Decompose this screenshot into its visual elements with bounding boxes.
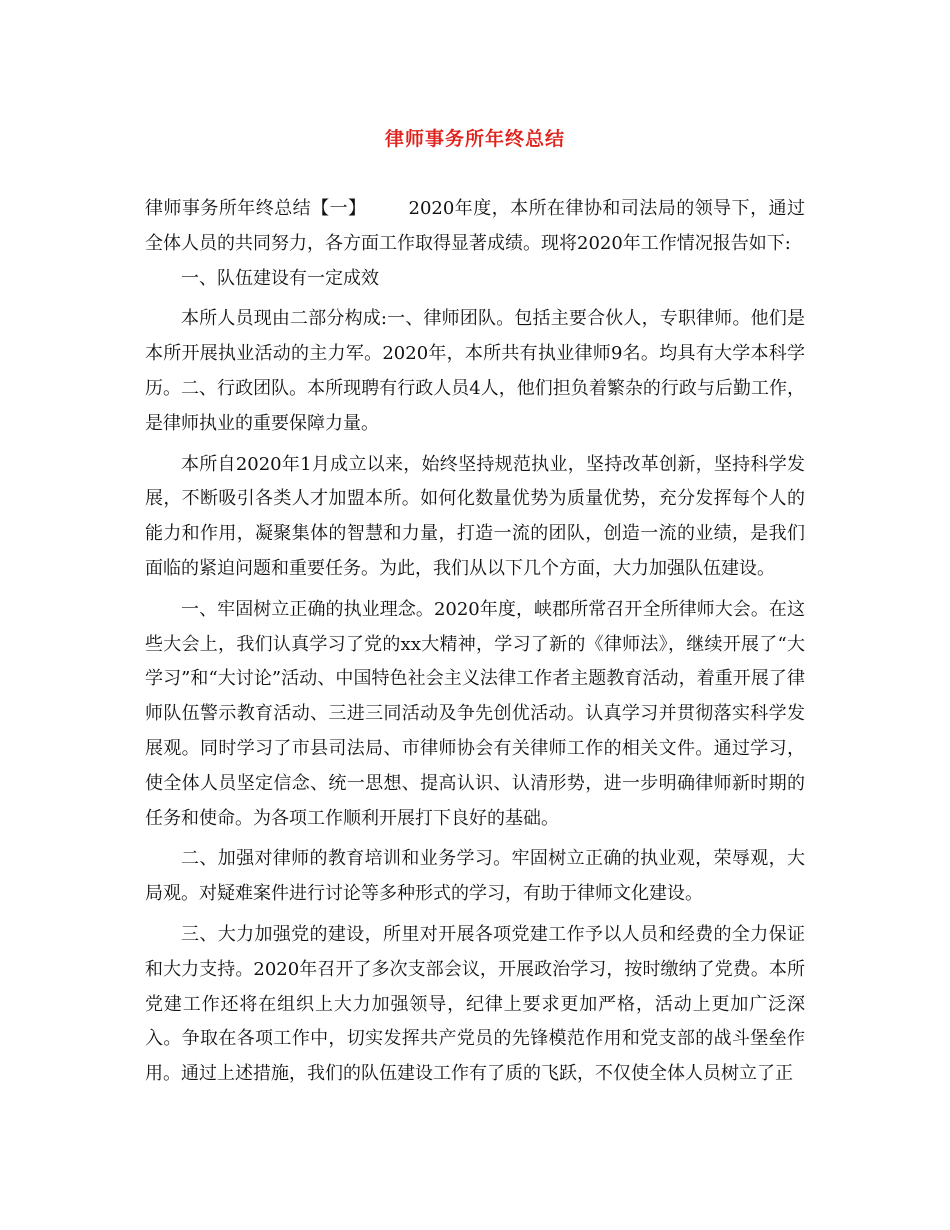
- paragraph: 本所自2020年1月成立以来，始终坚持规范执业，坚持改革创新，坚持科学发展，不断吸引各类人才加盟本所。如何化数量优势为质量优势，充分发挥每个人的能力和作用，凝聚集体的智慧和力量，打造一流的团队，创造一流的业绩，是我们面临的紧迫问题和重要任务。为此，我们从以下几个方面，大力加强队伍建设。: [145, 453, 805, 579]
- intro-paragraph: [145, 192, 805, 262]
- intro-text: 2020年度，本所在律协和司法局的领导下，通过全体人员的共同努力，各方面工作取得显著成绩。现将2020年工作情况报告如下:: [145, 198, 806, 254]
- paragraph: 本所人员现由二部分构成:一、律师团队。包括主要合伙人，专职律师。他们是本所开展执业活动的主力军。2020年，本所共有执业律师9名。均具有大学本科学历。二、行政团队。本所现聘有行政人员4人，他们担负着繁杂的行政与后勤工作，是律师执业的重要保障力量。: [145, 308, 805, 434]
- document-title: 律师事务所年终总结: [384, 128, 565, 150]
- document-body: [145, 192, 805, 1098]
- intro-lead: 律师事务所年终总结【一】: [145, 198, 367, 219]
- paragraph: 二、加强对律师的教育培训和业务学习。牢固树立正确的执业观，荣辱观，大局观。对疑难案件进行讨论等多种形式的学习，有助于律师文化建设。: [145, 848, 805, 905]
- paragraph: 三、大力加强党的建设，所里对开展各项党建工作予以人员和经费的全力保证和大力支持。2020年召开了多次支部会议，开展政治学习，按时缴纳了党费。本所党建工作还将在组织上大力加强领导，纪律上要求更加严格，活动上更加广泛深入。争取在各项工作中，切实发挥共产党员的先锋模范作用和党支部的战斗堡垒作用。通过上述措施，我们的队伍建设工作有了质的飞跃，不仅使全体人员树立了正: [145, 923, 805, 1085]
- section-heading: 一、队伍建设有一定成效: [181, 267, 379, 289]
- paragraph: 一、牢固树立正确的执业理念。2020年度，峡郡所常召开全所律师大会。在这些大会上，我们认真学习了党的xx大精神，学习了新的《律师法》，继续开展了“大学习”和“大讨论”活动、中国特色社会主义法律工作者主题教育活动，着重开展了律师队伍警示教育活动、三进三同活动及争先创优活动。认真学习并贯彻落实科学发展观。同时学习了市县司法局、市律师协会有关律师工作的相关文件。通过学习，使全体人员坚定信念、统一思想、提高认识、认清形势，进一步明确律师新时期的任务和使命。为各项工作顺利开展打下良好的基础。: [145, 598, 805, 829]
